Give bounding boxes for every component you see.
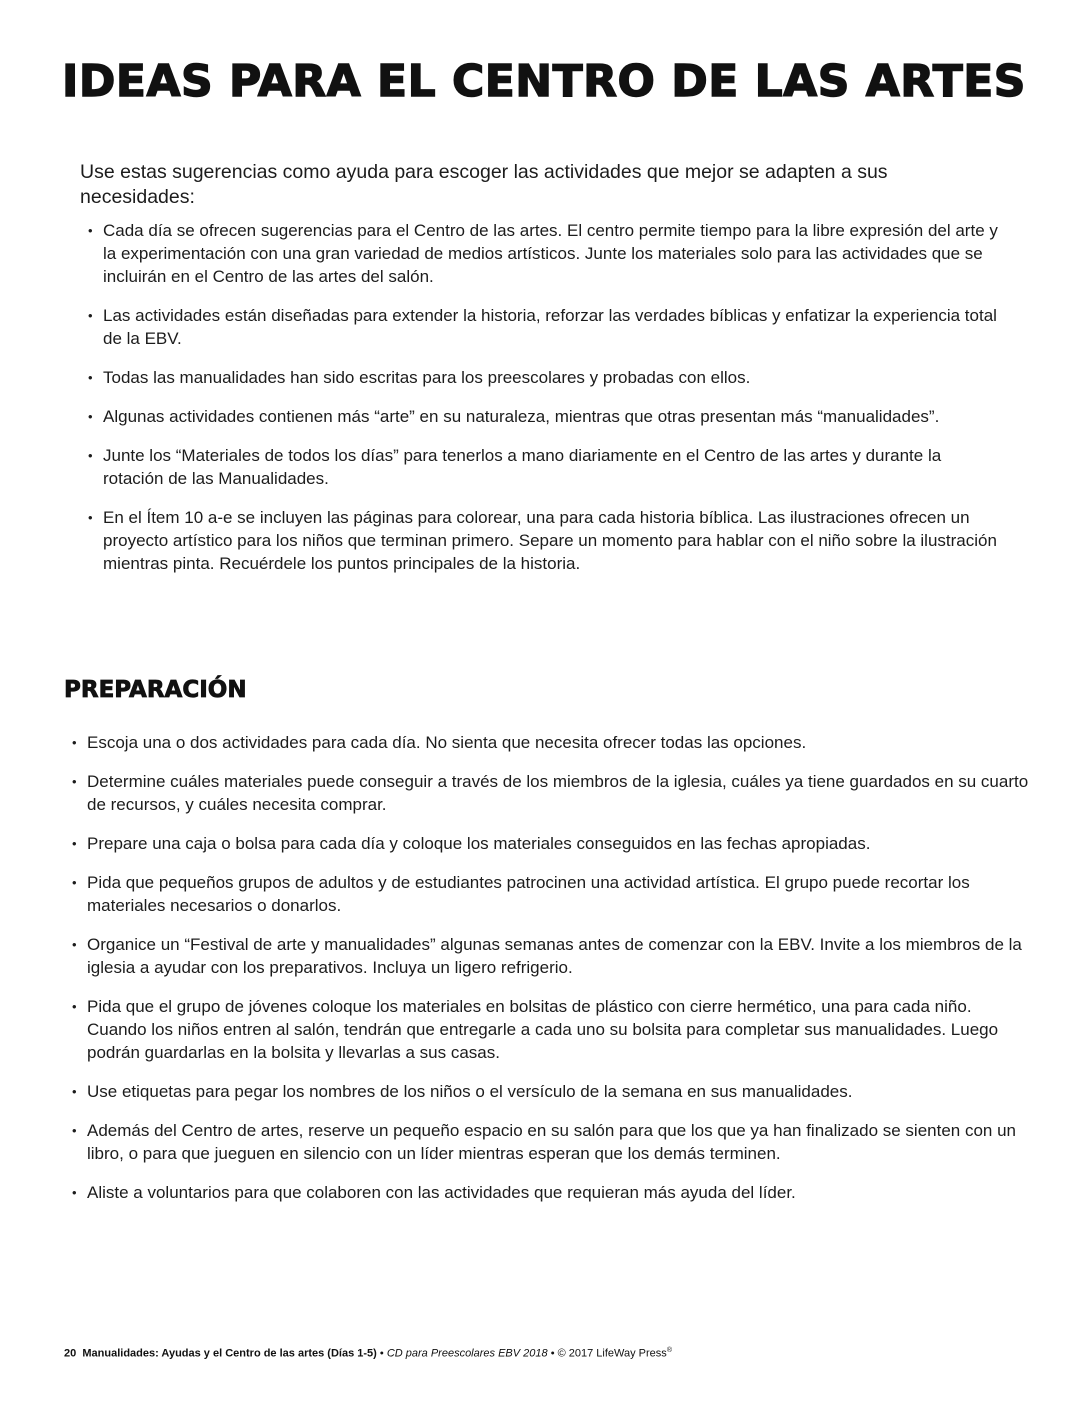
bullet-icon: • — [72, 836, 77, 851]
list-item: • Cada día se ofrecen sugerencias para el Centro de las artes. El centro permite tiempo para la libre expresión del arte y la experimentación con una gran variedad de medios artísticos. Junte los materiales solo para las actividades que se incluirán en el Centro de las artes del salón. — [88, 221, 998, 286]
section-heading-preparacion: PREPARACIÓN — [64, 677, 247, 703]
intro-paragraph: Use estas sugerencias como ayuda para escoger las actividades que mejor se adapten a sus necesidades: — [80, 161, 888, 208]
bullet-icon: • — [72, 1084, 77, 1099]
page-number: 20 — [64, 1347, 77, 1360]
bullet-icon: • — [72, 875, 77, 890]
page-footer — [64, 1347, 672, 1360]
registered-mark: ® — [666, 1347, 672, 1354]
footer-copyright: © 2017 LifeWay Press — [557, 1347, 667, 1360]
intro-bullet-list — [88, 219, 1003, 591]
list-item: • Prepare una caja o bolsa para cada día y coloque los materiales conseguidos en las fechas apropiadas. — [72, 834, 871, 853]
bullet-icon: • — [72, 774, 77, 789]
list-item: • Algunas actividades contienen más “arte” en su naturaleza, mientras que otras presentan más “manualidades”. — [88, 407, 940, 426]
list-item: • Junte los “Materiales de todos los días” para tenerlos a mano diariamente en el Centro de las artes y durante la rotación de las Manualidades. — [88, 446, 942, 488]
list-item: • Organice un “Festival de arte y manualidades” algunas semanas antes de comenzar con la EBV. Invite a los miembros de la iglesia a ayudar con los preparativos. Incluya un ligero refrigerio. — [72, 935, 1022, 977]
bullet-icon: • — [72, 735, 77, 750]
bullet-icon: • — [72, 937, 77, 952]
list-item: • Pida que pequeños grupos de adultos y de estudiantes patrocinen una actividad artística. El grupo puede recortar los materiales necesarios o donarlos. — [72, 873, 970, 915]
bullet-icon: • — [88, 448, 93, 463]
list-item: • Use etiquetas para pegar los nombres de los niños o el versículo de la semana en sus manualidades. — [72, 1082, 853, 1101]
list-item: • Pida que el grupo de jóvenes coloque los materiales en bolsitas de plástico con cierre hermético, una para cada niño. Cuando los niños entren al salón, tendrán que entregarle a cada uno su bolsita para completar sus manualidades. Luego podrán guardarlas en la bolsita y llevarlas a sus casas. — [72, 997, 999, 1062]
list-item: • Las actividades están diseñadas para extender la historia, reforzar las verdades bíblicas y enfatizar la experiencia total de la EBV. — [88, 306, 997, 348]
bullet-icon: • — [72, 1185, 77, 1200]
list-item: • Escoja una o dos actividades para cada día. No sienta que necesita ofrecer todas las opciones. — [72, 733, 807, 752]
bullet-icon: • — [88, 510, 93, 525]
bullet-icon: • — [88, 308, 93, 323]
list-item: • Aliste a voluntarios para que colaboren con las actividades que requieran más ayuda del líder. — [72, 1183, 796, 1202]
page-title: IDEAS PARA EL CENTRO DE LAS ARTES — [62, 56, 1026, 107]
prep-bullet-list — [72, 731, 1032, 1220]
list-item: • Todas las manualidades han sido escritas para los preescolares y probadas con ellos. — [88, 368, 751, 387]
bullet-icon: • — [72, 1123, 77, 1138]
bullet-icon: • — [88, 223, 93, 238]
footer-section: Manualidades: Ayudas y el Centro de las artes (Días 1-5) — [82, 1347, 377, 1360]
footer-product: CD para Preescolares EBV 2018 — [386, 1347, 548, 1360]
list-item: • En el Ítem 10 a-e se incluyen las páginas para colorear, una para cada historia bíblica. Las ilustraciones ofrecen un proyecto artístico para los niños que terminan primero. Separe un momento para hablar con el niño sobre la ilustración mientras pinta. Recuérdele los puntos principales de la historia. — [88, 508, 997, 573]
bullet-icon: • — [88, 409, 93, 424]
footer-separator: • — [379, 1347, 384, 1360]
bullet-icon: • — [72, 999, 77, 1014]
list-item: • Además del Centro de artes, reserve un pequeño espacio en su salón para que los que ya han finalizado se sienten con un libro, o para que jueguen en silencio con un líder mientras esperan que los demás terminen. — [72, 1121, 1017, 1163]
bullet-icon: • — [88, 370, 93, 385]
footer-separator: • — [550, 1347, 555, 1360]
list-item: • Determine cuáles materiales puede conseguir a través de los miembros de la iglesia, cuáles ya tiene guardados en su cuarto de recursos, y cuáles necesita comprar. — [72, 772, 1029, 814]
